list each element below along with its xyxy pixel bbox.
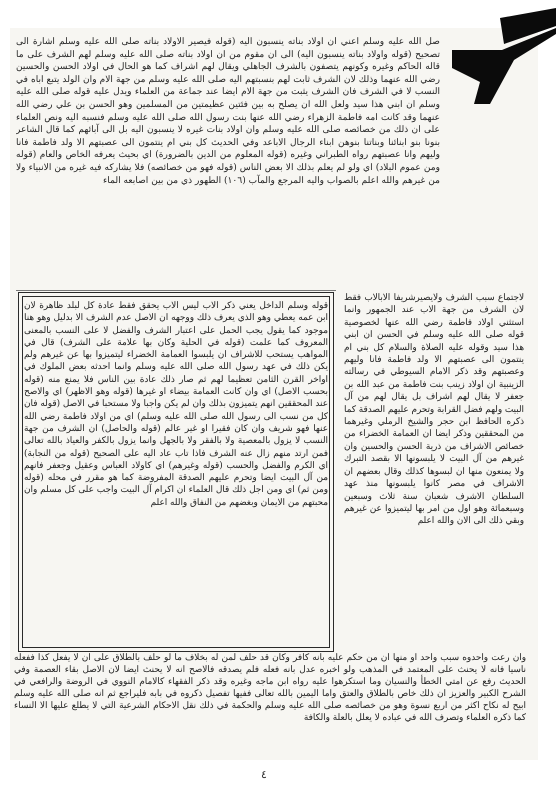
side-commentary-column: لاجتماع سبب الشرف ولايصيرشريفا الابالاب فقط لان الشرف من جهة الاب عند الجمهور وانما استثني اولاد فاطمة رضي الله عنها لخصوصية قوله صلى الله عليه وسلم في الحسن ان ابني هذا سيد وقوله عليه الصلاة والسلام كل بني ام ينتمون الى عصبتهم الا ولد فاطمة فانا وليهم وعصبتهم وقد ذكر الامام السيوطي في رسالته الزينبية ان اولاد زينب بنت فاطمة من عبد الله بن جعفر لا يقال لهم اشراف بل يقال لهم من آل البيت ولهم فضل القرابة وتحرم عليهم الصدقة كما ذكره الحافظ ابن حجر والشيخ الرملي وغيرهما من المحققين وذكر ايضا ان العمامة الخضراء من خصائص الاشراف من ذرية الحسن والحسين وان غيرهم من آل البيت لا يلبسونها الا بقصد التبرك ولا يمنعون منها ان لبسوها كذلك وقال بعضهم ان الاشراف في مصر كانوا يلبسونها منذ عهد السلطان الاشرف شعبان سنة ثلاث وسبعين وسبعمائة وهو اول من امر بها ليتميزوا عن غيرهم وبقي ذلك الى الان والله اعلم	[344, 293, 524, 527]
top-paragraph: صل الله عليه وسلم اعني ان اولاد بناته ينسبون اليه (قوله فيصير الاولاد بناته صلى الله عليه وسلم اشارة الى تصحيح (قوله واولاد بناته ينسبون اليه) الى ان مقوم من ان اولاد بناته صلى الله عليه وسلم لهم الشرف على ما قاله الحاكم وغيره وكونهم يتصفون بالشرف الجاهلي ويقال لهم اشراف كما هو الحال في اولاد الحسن والحسين رضي الله عنهما وذلك لان الشرف ثابت لهم بنسبتهم اليه صلى الله عليه وسلم من جهة الام وان الولد يتبع اباه في النسب لا في الشرف فان الشرف يثبت من جهة الام ايضا عند جماعة من العلماء ويدل عليه قوله صلى الله عليه وسلم ان ابني هذا سيد ولعل الله ان يصلح به بين فئتين عظيمتين من المسلمين وهو الحسن بن علي رضي الله عنهما وقد كانت امه فاطمة الزهراء رضي الله عنها بنت رسول الله صلى الله عليه وسلم فنسبه اليه ونص العلماء على ان ذلك من خصائصه صلى الله عليه وسلم وان اولاد بنات غيره لا ينسبون اليه بل الى آبائهم كما قال الشاعر بنونا بنو ابنائنا وبناتنا بنوهن ابناء الرجال الاباعد وفي الحديث كل بني ام ينتمون الى عصبتهم الا ولد فاطمة فانا وليهم وانا عصبتهم رواه الطبراني وغيره (قوله المعلوم من الدين بالضرورة) اي بحيث يعرفه الخاص والعام (قوله ومن عموم البلاد) اي ولو لم يعلم بذلك الا بعض الناس (قوله فهو من خصائصه) فلا يشاركه فيه غيره من الانبياء ولا من غيرهم والله اعلم بالصواب واليه المرجع والمآب (١٠٦) الطهور ذي من بين اصابعه الماء	[16, 37, 440, 186]
scanner-corner-mark	[452, 8, 556, 104]
bottom-text-block: وان رعت واحدوه سبب واحد او منها ان من حكم عليه بانه كافر وكان قد حلف لمن له بخلاف ما لو حلف بالطلاق على ان لا يفعل كذا ففعله ناسيا فانه لا يحنث على المعتمد في المذهب ولو اخبره عدل بانه فعله فلم يصدقه فالاصح انه لا يحنث ايضا لان الاصل بقاء العصمة وفي الحديث رفع عن امتي الخطأ والنسيان وما استكرهوا عليه رواه ابن ماجه وغيره وقد ذكر الفقهاء كالامام النووي في الروضة والرافعي في الشرح الكبير والعزيز ان ذلك خاص بالطلاق والعتق واما اليمين بالله تعالى ففيها تفصيل ذكروه في بابه فليراجع ثم انه صلى الله عليه وسلم ابيح له نكاح اكثر من اربع نسوة وهو من خصائصه صلى الله عليه وسلم والحكمة في ذلك نقل الاحكام الشرعية التي لا يطلع عليها الا النساء كما ذكره العلماء وتصرف الله في عباده لا يعلل بالعلة والكافة	[14, 653, 526, 724]
top-text-block	[16, 36, 440, 294]
boxed-main-text: قوله وسلم الداخل يعني ذكر الاب ليس الاب يحقق فقط عادة كل لبلد ظاهرة لان ابن عمه يعطي وهو الذي يعرف ذلك ووجهه ان الاصل عدم الشرف الا بدليل وهو هنا موجود كما يقول يجب الحمل على اعتبار الشرف والفضل لا على النسب بالمعنى المعروف كما علمت (قوله في الحلية وكان بها علامة على الشرف) قال في المواهب يستحب للاشراف ان يلبسوا العمامة الخضراء ليتميزوا بها عن غيرهم ولم يكن ذلك في عهد رسول الله صلى الله عليه وسلم وانما احدثه بعض الملوك في اواخر القرن الثامن تعظيما لهم ثم صار ذلك عادة بين الناس فلا يمنع منه (قوله بحسب الاصل) اي وان كانت العمامة بيضاء او غيرها (قوله وهو الاظهر) اي والاصح عند المحققين انهم يتميزون بذلك وان لم يكن واجبا ولا مستحبا في الاصل (قوله فان كل من نسب الى رسول الله صلى الله عليه وسلم) اي من اولاد فاطمة رضي الله عنها فهو شريف وان كان فقيرا او غير عالم (قوله والحاصل) ان الشرف من جهة النسب لا يزول بالمعصية ولا بالفقر ولا بالجهل وانما يزول بالكفر والعياذ بالله تعالى فمن ارتد منهم زال عنه الشرف فاذا تاب عاد اليه على الصحيح (قوله من النجابة) اي الكرم والفضل والحسب (قوله وغيرهم) اي كاولاد العباس وعقيل وجعفر فانهم من آل البيت ايضا وتحرم عليهم الصدقة المفروضة كما هو مقرر في محله (قوله ومن ثم) اي ومن اجل ذلك قال العلماء ان اكرام آل البيت واجب على كل مسلم وان محبتهم من الايمان وبغضهم من النفاق والله اعلم	[24, 301, 328, 508]
page-number: ٤	[261, 768, 267, 781]
divider-line	[16, 290, 336, 291]
